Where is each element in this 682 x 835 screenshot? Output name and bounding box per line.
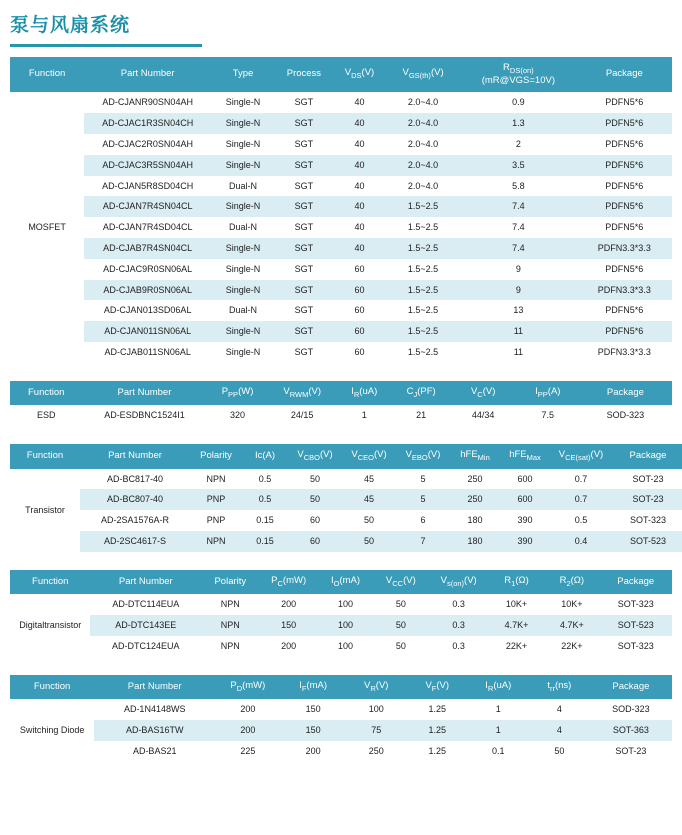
column-header: Process (275, 57, 333, 92)
table-cell: 7 (396, 531, 450, 552)
switching-diode-table (10, 675, 672, 762)
table-cell: 44/34 (450, 405, 517, 426)
table-cell: 100 (318, 636, 373, 657)
table-cell: 0.9 (460, 92, 577, 113)
table-cell: 1.5~2.5 (386, 238, 460, 259)
table-cell: 600 (500, 489, 550, 510)
table-cell: 150 (280, 720, 345, 741)
table-cell: AD-CJANR90SN04AH (84, 92, 211, 113)
table-cell: PDFN3.3*3.3 (577, 238, 672, 259)
table-cell: NPN (201, 594, 259, 615)
table-spacer (0, 363, 682, 371)
table-cell: 250 (450, 469, 500, 490)
table-header-row (10, 570, 672, 595)
table-cell: 600 (500, 469, 550, 490)
table-cell: SGT (275, 92, 333, 113)
table-cell: SGT (275, 280, 333, 301)
column-header: Polarity (190, 444, 242, 469)
table-spacer (0, 552, 682, 560)
table-row (10, 469, 682, 490)
table-header-row (10, 444, 682, 469)
table-cell: SGT (275, 196, 333, 217)
table-cell: Single-N (211, 321, 275, 342)
table-cell: 5.8 (460, 176, 577, 197)
table-cell: 1.5~2.5 (386, 196, 460, 217)
table-cell: 1 (468, 720, 529, 741)
table-cell: 24/15 (269, 405, 336, 426)
title-underline (10, 44, 202, 47)
table-cell: 100 (318, 594, 373, 615)
column-header: Polarity (201, 570, 259, 595)
esd-table (10, 381, 672, 426)
table-row (10, 510, 682, 531)
column-header: $V_{RWM}(V)$ (269, 381, 336, 406)
table-cell: 0.3 (428, 636, 488, 657)
table-cell: AD-DTC143EE (90, 615, 201, 636)
table-cell: 100 (318, 615, 373, 636)
table-cell: 390 (500, 510, 550, 531)
column-header: $P_C(mW)$ (259, 570, 317, 595)
table-cell: 60 (333, 342, 386, 363)
table-cell: 10K+ (544, 594, 599, 615)
table-header-row (10, 675, 672, 700)
table-cell: AD-CJAB011SN06AL (84, 342, 211, 363)
column-header: Function (10, 381, 82, 406)
column-header: $V_{s(on)}(V)$ (428, 570, 488, 595)
table-cell: 200 (280, 741, 345, 762)
table-row (10, 636, 672, 657)
function-cell: ESD (10, 405, 82, 426)
table-cell: 40 (333, 217, 386, 238)
table-cell: 40 (333, 113, 386, 134)
table-cell: 7.4 (460, 217, 577, 238)
table-row (10, 699, 672, 720)
column-header: $P_{PP}(W)$ (207, 381, 269, 406)
table-cell: PDFN3.3*3.3 (577, 280, 672, 301)
table-cell: 4.7K+ (489, 615, 544, 636)
table-cell: AD-1N4148WS (94, 699, 215, 720)
table-cell: PDFN5*6 (577, 259, 672, 280)
column-header: Package (612, 444, 682, 469)
table-row (10, 300, 672, 321)
table-cell: 4 (529, 699, 590, 720)
function-cell: Switching Diode (10, 699, 94, 761)
table-cell: AD-2SC4617-S (80, 531, 190, 552)
table-row (10, 405, 672, 426)
table-cell: AD-ESDBNC1524I1 (82, 405, 206, 426)
table-cell: SOT-363 (590, 720, 672, 741)
table-cell: PDFN5*6 (577, 155, 672, 176)
table-cell: 2 (460, 134, 577, 155)
column-header: Type (211, 57, 275, 92)
column-header: $V_{GS(th)}(V)$ (386, 57, 460, 92)
column-header: $I_{PP}(A)$ (517, 381, 579, 406)
table-cell: SGT (275, 113, 333, 134)
table-cell: AD-CJAN011SN06AL (84, 321, 211, 342)
table-cell: AD-CJAN7R4SN04CL (84, 196, 211, 217)
table-cell: PDFN5*6 (577, 217, 672, 238)
function-cell: Transistor (10, 469, 80, 552)
table-cell: SOT-323 (600, 636, 673, 657)
table-cell: 75 (346, 720, 407, 741)
table-cell: 0.5 (242, 489, 288, 510)
table-cell: PDFN5*6 (577, 113, 672, 134)
table-cell: 250 (450, 489, 500, 510)
column-header: Part Number (82, 381, 206, 406)
table-row (10, 615, 672, 636)
function-cell: Digitaltransistor (10, 594, 90, 656)
table-cell: 1.5~2.5 (386, 280, 460, 301)
table-cell: AD-BAS21 (94, 741, 215, 762)
table-cell: SOT-23 (590, 741, 672, 762)
column-header: Ic(A) (242, 444, 288, 469)
table-row (10, 134, 672, 155)
table-row (10, 741, 672, 762)
table-cell: 50 (288, 469, 342, 490)
table-cell: AD-2SA1576A-R (80, 510, 190, 531)
table-cell: SOT-23 (612, 469, 682, 490)
column-header: $V_{CBO}(V)$ (288, 444, 342, 469)
table-cell: 5 (396, 469, 450, 490)
table-cell: PDFN5*6 (577, 134, 672, 155)
column-header: hFE$_{Min}$ (450, 444, 500, 469)
column-header: $R_{DS(on)}$ (mR@VGS=10V) (460, 57, 577, 92)
table-cell: 200 (259, 636, 317, 657)
table-cell: SGT (275, 300, 333, 321)
table-cell: 1.25 (407, 699, 468, 720)
table-cell: SOT-323 (612, 510, 682, 531)
column-header: Part Number (94, 675, 215, 700)
table-cell: AD-CJAN5R8SD04CH (84, 176, 211, 197)
tables-host (0, 57, 682, 762)
table-cell: AD-DTC114EUA (90, 594, 201, 615)
table-cell: Single-N (211, 134, 275, 155)
table-cell: SGT (275, 321, 333, 342)
table-cell: NPN (190, 531, 242, 552)
table-cell: 50 (373, 615, 428, 636)
table-cell: 9 (460, 259, 577, 280)
table-cell: 0.15 (242, 531, 288, 552)
column-header: $V_C(V)$ (450, 381, 517, 406)
table-cell: AD-BC817-40 (80, 469, 190, 490)
table-cell: Single-N (211, 196, 275, 217)
table-cell: 1.25 (407, 720, 468, 741)
table-cell: 1.5~2.5 (386, 300, 460, 321)
table-cell: NPN (201, 615, 259, 636)
column-header: $t_{rr}(ns)$ (529, 675, 590, 700)
table-cell: 1.5~2.5 (386, 321, 460, 342)
table-cell: 2.0~4.0 (386, 113, 460, 134)
table-cell: PDFN3.3*3.3 (577, 342, 672, 363)
table-cell: 60 (333, 300, 386, 321)
table-cell: Single-N (211, 155, 275, 176)
table-cell: PDFN5*6 (577, 196, 672, 217)
column-header: $C_J(PF)$ (393, 381, 450, 406)
table-cell: 390 (500, 531, 550, 552)
table-cell: Single-N (211, 259, 275, 280)
table-cell: AD-CJAN7R4SD04CL (84, 217, 211, 238)
column-header: $V_{CE(sat)}(V)$ (550, 444, 612, 469)
table-cell: Single-N (211, 92, 275, 113)
table-cell: 50 (373, 636, 428, 657)
table-cell: 2.0~4.0 (386, 155, 460, 176)
table-cell: AD-DTC124EUA (90, 636, 201, 657)
table-cell: Single-N (211, 113, 275, 134)
column-header: Part Number (90, 570, 201, 595)
table-cell: SOD-323 (590, 699, 672, 720)
table-cell: PNP (190, 510, 242, 531)
table-cell: SOD-323 (579, 405, 672, 426)
table-cell: 9 (460, 280, 577, 301)
table-spacer (0, 657, 682, 665)
table-row (10, 594, 672, 615)
table-cell: 7.4 (460, 196, 577, 217)
table-cell: SGT (275, 217, 333, 238)
table-cell: 22K+ (489, 636, 544, 657)
table-cell: 40 (333, 92, 386, 113)
table-cell: 5 (396, 489, 450, 510)
table-cell: 60 (333, 280, 386, 301)
table-cell: 40 (333, 238, 386, 259)
column-header: $R_2(\Omega)$ (544, 570, 599, 595)
table-cell: 1.3 (460, 113, 577, 134)
table-cell: 0.3 (428, 594, 488, 615)
table-cell: 2.0~4.0 (386, 134, 460, 155)
table-cell: SOT-523 (600, 615, 673, 636)
column-header: Package (600, 570, 673, 595)
column-header: $V_{EBO}(V)$ (396, 444, 450, 469)
table-cell: SOT-323 (600, 594, 673, 615)
table-cell: 4 (529, 720, 590, 741)
column-header: $I_O(mA)$ (318, 570, 373, 595)
table-cell: 320 (207, 405, 269, 426)
table-cell: 7.5 (517, 405, 579, 426)
table-cell: 60 (288, 531, 342, 552)
table-spacer (0, 426, 682, 434)
column-header: Function (10, 57, 84, 92)
table-cell: 0.15 (242, 510, 288, 531)
column-header: Package (577, 57, 672, 92)
table-cell: 11 (460, 321, 577, 342)
table-cell: 50 (529, 741, 590, 762)
table-cell: 10K+ (489, 594, 544, 615)
table-cell: 225 (215, 741, 280, 762)
table-cell: 50 (342, 510, 396, 531)
table-cell: 180 (450, 510, 500, 531)
table-row (10, 531, 682, 552)
digital-transistor-table (10, 570, 672, 657)
table-row (10, 155, 672, 176)
table-cell: 0.3 (428, 615, 488, 636)
table-cell: SGT (275, 176, 333, 197)
table-row (10, 238, 672, 259)
table-cell: NPN (190, 469, 242, 490)
table-cell: 0.4 (550, 531, 612, 552)
table-row (10, 321, 672, 342)
table-cell: 0.7 (550, 469, 612, 490)
table-cell: 0.5 (550, 510, 612, 531)
table-cell: PDFN5*6 (577, 321, 672, 342)
table-cell: 0.1 (468, 741, 529, 762)
mosfet-table (10, 57, 672, 363)
table-cell: 1 (468, 699, 529, 720)
table-header-row (10, 57, 672, 92)
table-cell: 60 (288, 510, 342, 531)
table-cell: 0.5 (242, 469, 288, 490)
table-cell: Dual-N (211, 217, 275, 238)
table-cell: 180 (450, 531, 500, 552)
table-row (10, 92, 672, 113)
table-cell: PDFN5*6 (577, 176, 672, 197)
table-cell: 0.7 (550, 489, 612, 510)
column-header: $V_R(V)$ (346, 675, 407, 700)
table-cell: 3.5 (460, 155, 577, 176)
table-cell: 2.0~4.0 (386, 176, 460, 197)
table-cell: Single-N (211, 280, 275, 301)
transistor-table (10, 444, 682, 552)
column-header: Part Number (80, 444, 190, 469)
table-cell: 11 (460, 342, 577, 363)
table-cell: Dual-N (211, 300, 275, 321)
table-cell: 150 (280, 699, 345, 720)
table-cell: 45 (342, 469, 396, 490)
page-title-wrap (0, 0, 682, 44)
column-header: Function (10, 444, 80, 469)
table-cell: Single-N (211, 238, 275, 259)
table-cell: Dual-N (211, 176, 275, 197)
table-cell: 150 (259, 615, 317, 636)
table-cell: 1 (336, 405, 393, 426)
table-cell: PDFN5*6 (577, 92, 672, 113)
table-cell: 1.5~2.5 (386, 259, 460, 280)
table-cell: 21 (393, 405, 450, 426)
table-cell: SGT (275, 342, 333, 363)
table-cell: AD-CJAC2R0SN04AH (84, 134, 211, 155)
column-header: $V_{CC}(V)$ (373, 570, 428, 595)
column-header: $R_1(\Omega)$ (489, 570, 544, 595)
table-cell: 200 (215, 699, 280, 720)
column-header: $V_{DS}(V)$ (333, 57, 386, 92)
table-cell: 200 (259, 594, 317, 615)
table-cell: 60 (333, 321, 386, 342)
table-cell: AD-CJAC1R3SN04CH (84, 113, 211, 134)
table-cell: AD-CJAB7R4SN04CL (84, 238, 211, 259)
table-cell: SOT-523 (612, 531, 682, 552)
column-header: $V_F(V)$ (407, 675, 468, 700)
table-cell: 60 (333, 259, 386, 280)
table-cell: SOT-23 (612, 489, 682, 510)
table-cell: PNP (190, 489, 242, 510)
table-cell: 1.5~2.5 (386, 217, 460, 238)
table-cell: NPN (201, 636, 259, 657)
column-header: $I_R(uA)$ (336, 381, 393, 406)
table-cell: 22K+ (544, 636, 599, 657)
table-cell: AD-CJAC3R5SN04AH (84, 155, 211, 176)
table-cell: 40 (333, 155, 386, 176)
column-header: Package (590, 675, 672, 700)
table-cell: 40 (333, 196, 386, 217)
table-cell: AD-CJAC9R0SN06AL (84, 259, 211, 280)
table-cell: 45 (342, 489, 396, 510)
table-cell: Single-N (211, 342, 275, 363)
table-cell: AD-BC807-40 (80, 489, 190, 510)
table-cell: 50 (373, 594, 428, 615)
table-cell: 40 (333, 176, 386, 197)
table-cell: SGT (275, 259, 333, 280)
table-cell: 200 (215, 720, 280, 741)
table-cell: 1.25 (407, 741, 468, 762)
page-title: 泵与风扇系统 (10, 15, 131, 36)
table-header-row (10, 381, 672, 406)
column-header: $I_F(mA)$ (280, 675, 345, 700)
table-cell: AD-CJAB9R0SN06AL (84, 280, 211, 301)
table-cell: PDFN5*6 (577, 300, 672, 321)
table-row (10, 176, 672, 197)
table-row (10, 489, 682, 510)
column-header: Function (10, 570, 90, 595)
table-row (10, 259, 672, 280)
table-cell: 6 (396, 510, 450, 531)
table-row (10, 113, 672, 134)
table-cell: 250 (346, 741, 407, 762)
column-header: Package (579, 381, 672, 406)
table-cell: 1.5~2.5 (386, 342, 460, 363)
table-row (10, 217, 672, 238)
column-header: $P_D(mW)$ (215, 675, 280, 700)
table-cell: 50 (342, 531, 396, 552)
table-cell: SGT (275, 134, 333, 155)
table-cell: SGT (275, 238, 333, 259)
column-header: Function (10, 675, 94, 700)
table-row (10, 280, 672, 301)
table-row (10, 196, 672, 217)
table-cell: AD-BAS16TW (94, 720, 215, 741)
column-header: $I_R(uA)$ (468, 675, 529, 700)
table-cell: 7.4 (460, 238, 577, 259)
column-header: $V_{CEO}(V)$ (342, 444, 396, 469)
table-row (10, 720, 672, 741)
column-header: hFE$_{Max}$ (500, 444, 550, 469)
column-header: Part Number (84, 57, 211, 92)
table-cell: 40 (333, 134, 386, 155)
table-cell: 100 (346, 699, 407, 720)
table-cell: AD-CJAN013SD06AL (84, 300, 211, 321)
table-cell: SGT (275, 155, 333, 176)
table-cell: 50 (288, 489, 342, 510)
table-cell: 13 (460, 300, 577, 321)
table-cell: 2.0~4.0 (386, 92, 460, 113)
table-cell: 4.7K+ (544, 615, 599, 636)
function-cell: MOSFET (10, 92, 84, 362)
table-row (10, 342, 672, 363)
